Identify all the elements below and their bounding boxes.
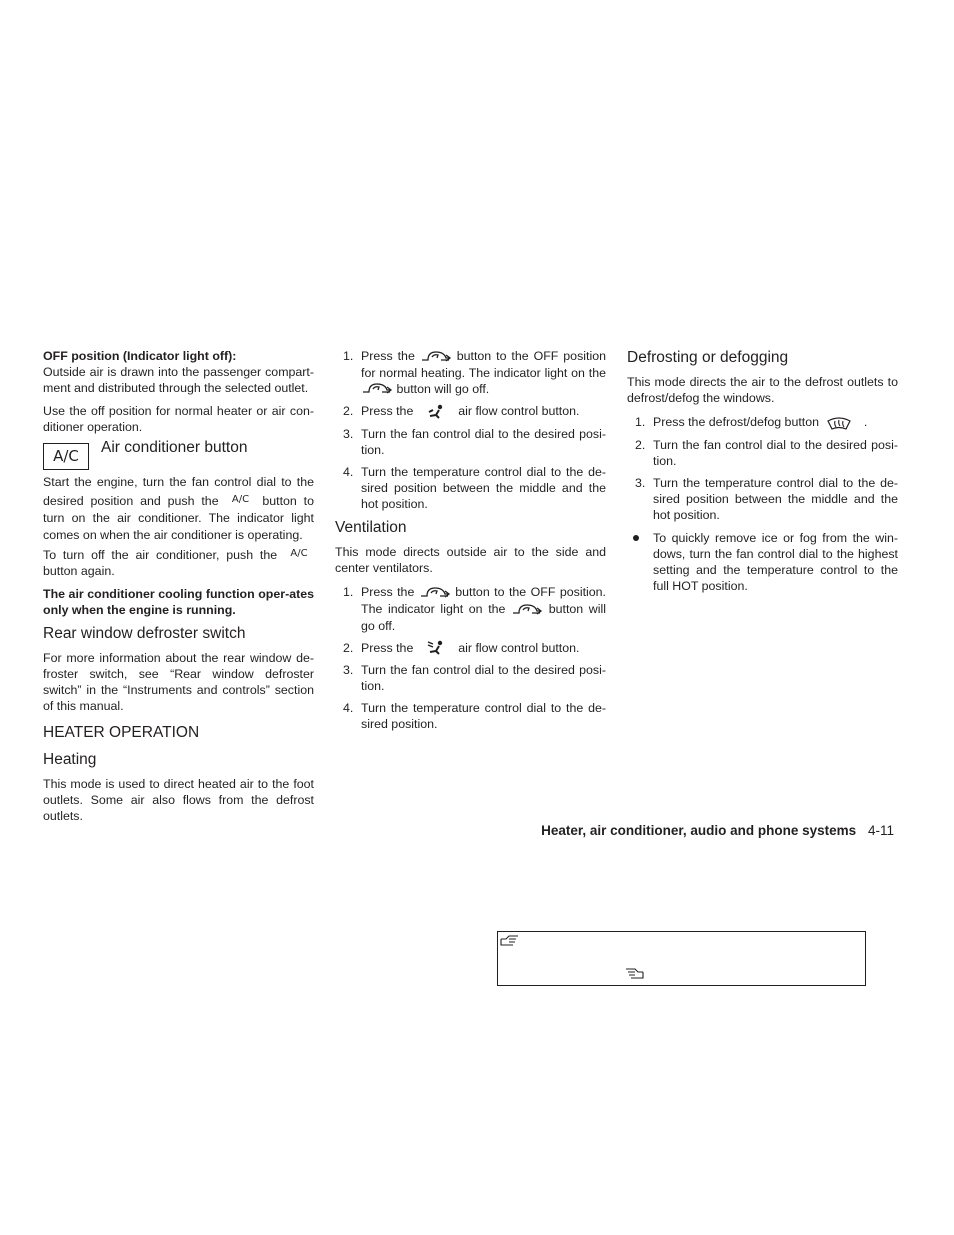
column-middle [335, 348, 606, 732]
defrost-steps [627, 414, 898, 523]
list-item: 2. Press the air flow control button. [343, 640, 580, 655]
list-item: 4. Turn the temperature control dial to the de-sired position between the middle and the hot position. [343, 465, 606, 512]
vent-air-flow-icon [427, 640, 445, 656]
list-item: 1. Press the button to the OFF position. The indicator light on the button will go off. [343, 585, 607, 633]
defrost-text: This mode directs the air to the defrost outlets to defrost/defog the windows. [627, 375, 898, 405]
list-item: 3. Turn the fan control dial to the desired posi-tion. [343, 427, 606, 458]
hand-pointer-left-icon[interactable] [624, 967, 644, 981]
list-item: 1. Press the button to the OFF position for normal heating. The indicator light on the button will go off. [343, 349, 607, 396]
list-item: 4. Turn the temperature control dial to the de-sired position. [343, 701, 606, 732]
bullet-icon [633, 535, 639, 541]
ac-off-text: To turn off the air conditioner, push the A/C button again. [43, 546, 314, 579]
list-item: 2. Press the air flow control button. [343, 404, 580, 419]
list-item: 2. Turn the fan control dial to the desired posi-tion. [635, 437, 898, 468]
ac-symbol-box: A/C [43, 443, 89, 470]
list-item: 3. Turn the fan control dial to the desired posi-tion. [343, 663, 606, 694]
hand-pointer-right-icon[interactable] [500, 934, 520, 948]
rear-defroster-heading: Rear window defroster switch [43, 625, 246, 642]
foot-air-flow-icon [427, 404, 445, 420]
defrost-icon [826, 415, 852, 431]
ventilation-steps [335, 584, 606, 732]
heater-operation-heading: HEATER OPERATION [43, 724, 200, 741]
heating-steps [335, 348, 606, 512]
page-number: 4-11 [867, 823, 894, 838]
column-left [43, 348, 314, 824]
ac-warning: The air conditioner cooling function oper-ates only when the engine is running. [43, 587, 314, 617]
defrost-heading: Defrosting or defogging [627, 349, 789, 366]
section-title: Heater, air conditioner, audio and phone systems [541, 823, 857, 838]
list-item: To quickly remove ice or fog from the win-dows, turn the fan control dial to the highest setting and the temperature control to the full HOT position. [627, 530, 898, 594]
air-recirculation-icon [420, 349, 452, 365]
heating-text: This mode is used to direct heated air to the foot outlets. Some air also flows from the defrost outlets. [43, 777, 314, 823]
ac-heading-row [43, 439, 314, 474]
list-item: 1. Press the defrost/defog button . [635, 415, 868, 429]
heating-heading: Heating [43, 751, 97, 768]
ac-inline-symbol: A/C [231, 494, 250, 505]
ventilation-heading: Ventilation [335, 519, 407, 537]
navigation-box [497, 931, 866, 986]
ac-inline-symbol-2: A/C [290, 548, 308, 559]
off-position-text: Outside air is drawn into the passenger compart-ment and distributed through the selected outlet. [43, 365, 314, 395]
page-footer [541, 822, 894, 839]
air-recirculation-icon [419, 585, 451, 601]
defrost-tips [627, 530, 898, 594]
air-recirculation-icon [511, 602, 543, 618]
ac-text: Start the engine, turn the fan control dial to the desired position and push the A/C button to turn on the air conditioner. The indicator light comes on when the air conditioner is operating. [43, 475, 314, 542]
ventilation-text: This mode directs outside air to the side and center ventilators. [335, 545, 606, 576]
air-recirculation-icon [361, 381, 393, 397]
off-position-use-text: Use the off position for normal heater or air con-ditioner operation. [43, 404, 314, 434]
list-item: 3. Turn the temperature control dial to the de-sired position between the middle and the hot position. [635, 475, 898, 522]
column-right [627, 348, 898, 594]
rear-defroster-text: For more information about the rear window de-froster switch, see “Rear window defroster switch” in the “Instruments and controls” section of this manual. [43, 651, 314, 713]
ac-heading: Air conditioner button [101, 439, 248, 456]
off-position-heading: OFF position (Indicator light off): [43, 349, 237, 363]
